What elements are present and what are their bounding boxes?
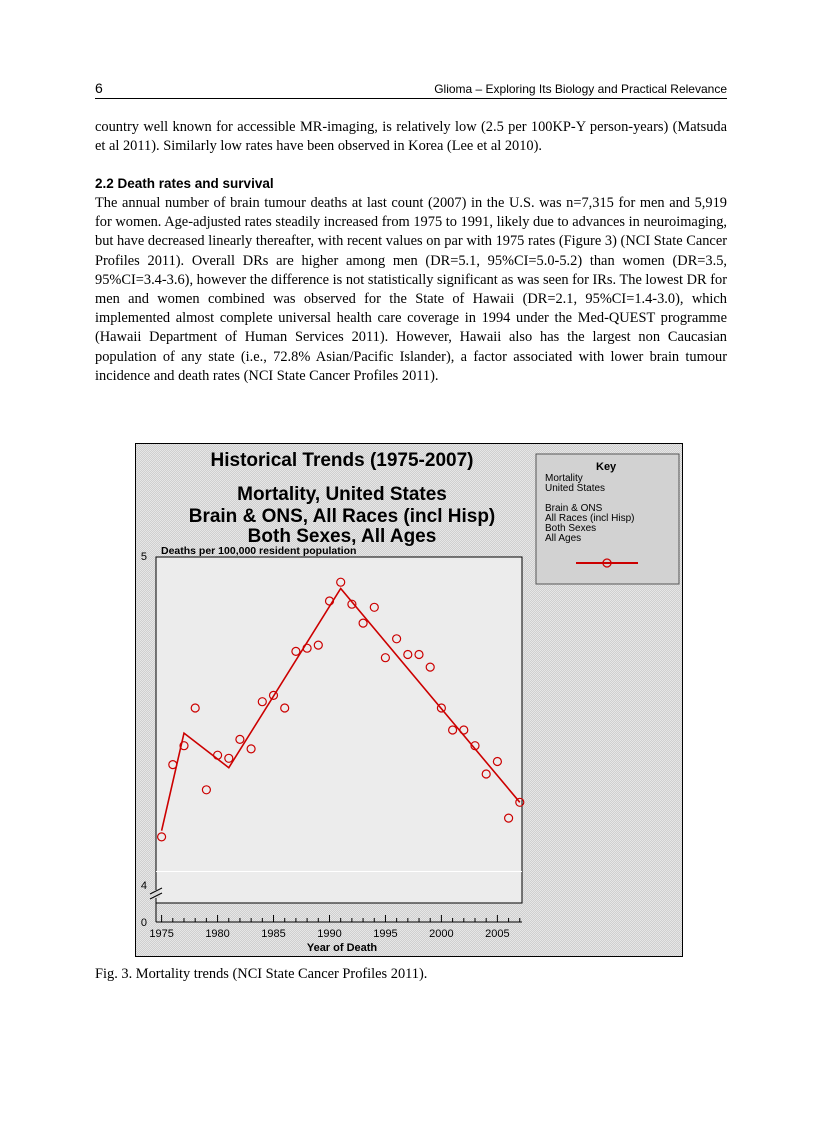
y-tick-label-5: 5 [140, 551, 147, 563]
running-header [95, 80, 727, 99]
x-tick-label-2005: 2005 [485, 928, 510, 940]
x-tick-label-1990: 1990 [317, 928, 342, 940]
legend-text-mortality: Mortality [545, 473, 583, 484]
page-number: 6 [95, 80, 103, 96]
legend-text-all-ages: All Ages [545, 533, 582, 544]
chart-subtitle-line-2: Brain & ONS, All Races (incl Hisp) [188, 506, 496, 527]
chart-title: Historical Trends (1975-2007) [210, 450, 474, 471]
chart-subtitle-line-1: Mortality, United States [237, 484, 447, 505]
legend-text-all-races: All Races (incl Hisp) [545, 513, 635, 524]
x-tick-label-1995: 1995 [373, 928, 398, 940]
death-rates-paragraph: The annual number of brain tumour deaths at last count (2007) in the U.S. was n=7,315 for men and 5,919 for women. Age-adjusted rates steadily increased from 1975 to 1991, likely due to advances in neuroimaging, but have decreased linearly thereafter, with recent values on par with 1975 rates (Figure 3) (NCI State Cancer Profiles 2011). Overall DRs are higher among men (DR=5.1, 95%CI=5.0-5.2) than women (DR=3.5, 95%CI=3.4-3.6), however the difference is not statistically significant as was seen for IRs. The lowest DR for men and women combined was observed for the State of Hawaii (DR=2.1, 95%CI=1.4-3.0), which implemented almost complete universal health care coverage in 1994 under the Med-QUEST programme (Hawaii Department of Human Services 2011). However, Hawaii also has the largest non Caucasian population of any state (i.e., 72.8% Asian/Pacific Islander), a factor associated with lower brain tumour incidence and death rates (NCI State Cancer Profiles 2011). [95, 195, 727, 384]
legend-text-brain-ons: Brain & ONS [545, 503, 603, 514]
figure-caption: Fig. 3. Mortality trends (NCI State Cancer Profiles 2011). [95, 966, 428, 982]
plot-area [156, 557, 522, 903]
section-heading: 2.2 Death rates and survival [95, 176, 274, 191]
x-tick-label-2000: 2000 [429, 928, 454, 940]
intro-paragraph: country well known for accessible MR-imaging, is relatively low (2.5 per 100KP-Y person-years) (Matsuda et al 2011). Similarly low rates have been observed in Korea (Lee et al 2010). [95, 119, 727, 155]
running-title: Glioma – Exploring Its Biology and Practical Relevance [434, 82, 727, 96]
y-tick-label-4: 4 [140, 880, 147, 892]
mortality-chart [136, 444, 682, 956]
x-axis-label: Year of Death [306, 942, 378, 954]
y-axis-label: Deaths per 100,000 resident population [161, 545, 357, 557]
chart-subtitle-line-3: Both Sexes, All Ages [247, 526, 437, 547]
mortality-chart-figure [135, 443, 683, 957]
legend [536, 454, 679, 584]
legend-text-united-states: United States [545, 483, 606, 494]
y-tick-label-0: 0 [140, 917, 147, 929]
legend-text-both-sexes: Both Sexes [545, 523, 597, 534]
x-tick-label-1975: 1975 [149, 928, 174, 940]
legend-title: Key [596, 461, 617, 473]
x-tick-label-1985: 1985 [261, 928, 286, 940]
x-tick-label-1980: 1980 [205, 928, 230, 940]
